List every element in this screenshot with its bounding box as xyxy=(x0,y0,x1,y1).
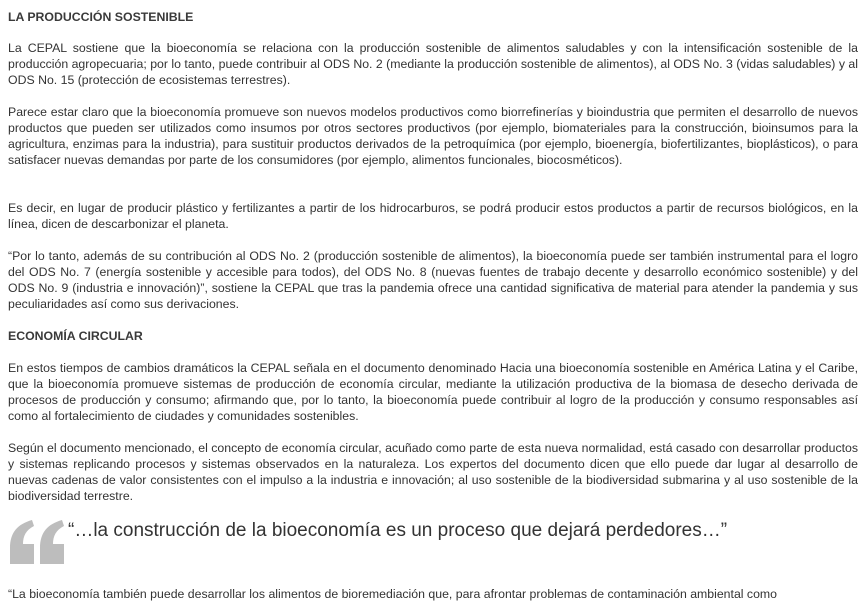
paragraph: “Por lo tanto, además de su contribución al ODS No. 2 (producción sostenible de alimentos), la bioeconomía puede ser también instrumental para el logro del ODS No. 7 (energía sostenible y accesible para todos), del ODS No. 8 (nuevas fuentes de trabajo decente y desarrollo económico sostenible) y del ODS No. 9 (industria e innovación)”, sostiene la CEPAL que tras la pandemia ofrece una cantidad significativa de material para atender la pandemia y sus peculiaridades así como sus derivaciones. xyxy=(8,249,858,311)
pullquote xyxy=(8,518,858,568)
section-heading-economia-circular: ECONOMÍA CIRCULAR xyxy=(8,329,143,343)
quote-icon xyxy=(8,518,66,566)
paragraph: En estos tiempos de cambios dramáticos la CEPAL señala en el documento denominado Hacia una bioeconomía sostenible en América Latina y el Caribe, que la bioeconomía promueve sistemas de producción de economía circular, mediante la utilización productiva de la biomasa de desecho derivada de procesos de producción y consumo; afirmando que, por lo tanto, la bioeconomía puede contribuir al logro de la producción y consumo responsables así como al fortalecimiento de ciudades y comunidades sostenibles. xyxy=(8,361,858,423)
pullquote-text: “…la construcción de la bioeconomía es un proceso que dejará perdedores…” xyxy=(68,520,728,541)
paragraph-truncated: “La bioeconomía también puede desarrollar los alimentos de bioremediación que, para afrontar problemas de contaminación ambiental como xyxy=(8,587,777,601)
paragraph: Parece estar claro que la bioeconomía promueve son nuevos modelos productivos como biorrefinerías y bioindustria que permiten el desarrollo de nuevos productos que pueden ser utilizados como insumos por otros sectores productivos (por ejemplo, biomateriales para la construcción, bioinsumos para la agricultura, enzimas para la industria), para sustituir productos derivados de la petroquímica (por ejemplo, bioenergía, biofertilizantes, bioplásticos), o para satisfacer nuevas demandas por parte de los consumidores (por ejemplo, alimentos funcionales, biocosméticos). xyxy=(8,105,858,167)
paragraph: La CEPAL sostiene que la bioeconomía se relaciona con la producción sostenible de alimentos saludables y con la intensificación sostenible de la producción agropecuaria; por lo tanto, puede contribuir al ODS No. 2 (mediante la producción sostenible de alimentos), al ODS No. 3 (vidas saludables) y al ODS No. 15 (protección de ecosistemas terrestres). xyxy=(8,41,858,87)
paragraph: Es decir, en lugar de producir plástico y fertilizantes a partir de los hidrocarburos, se podrá producir estos productos a partir de recursos biológicos, en la línea, dicen de descarbonizar el planeta. xyxy=(8,201,858,231)
section-heading-produccion-sostenible: LA PRODUCCIÓN SOSTENIBLE xyxy=(8,10,194,24)
paragraph: Según el documento mencionado, el concepto de economía circular, acuñado como parte de esta nueva normalidad, está casado con desarrollar productos y sistemas replicando procesos y sistemas observados en la naturaleza. Los expertos del documento dicen que ello puede dar lugar al desarrollo de nuevas cadenas de valor consistentes con el impulso a la industria e innovación; al uso sostenible de la biodiversidad submarina y al uso sostenible de la biodiversidad terrestre. xyxy=(8,441,858,503)
